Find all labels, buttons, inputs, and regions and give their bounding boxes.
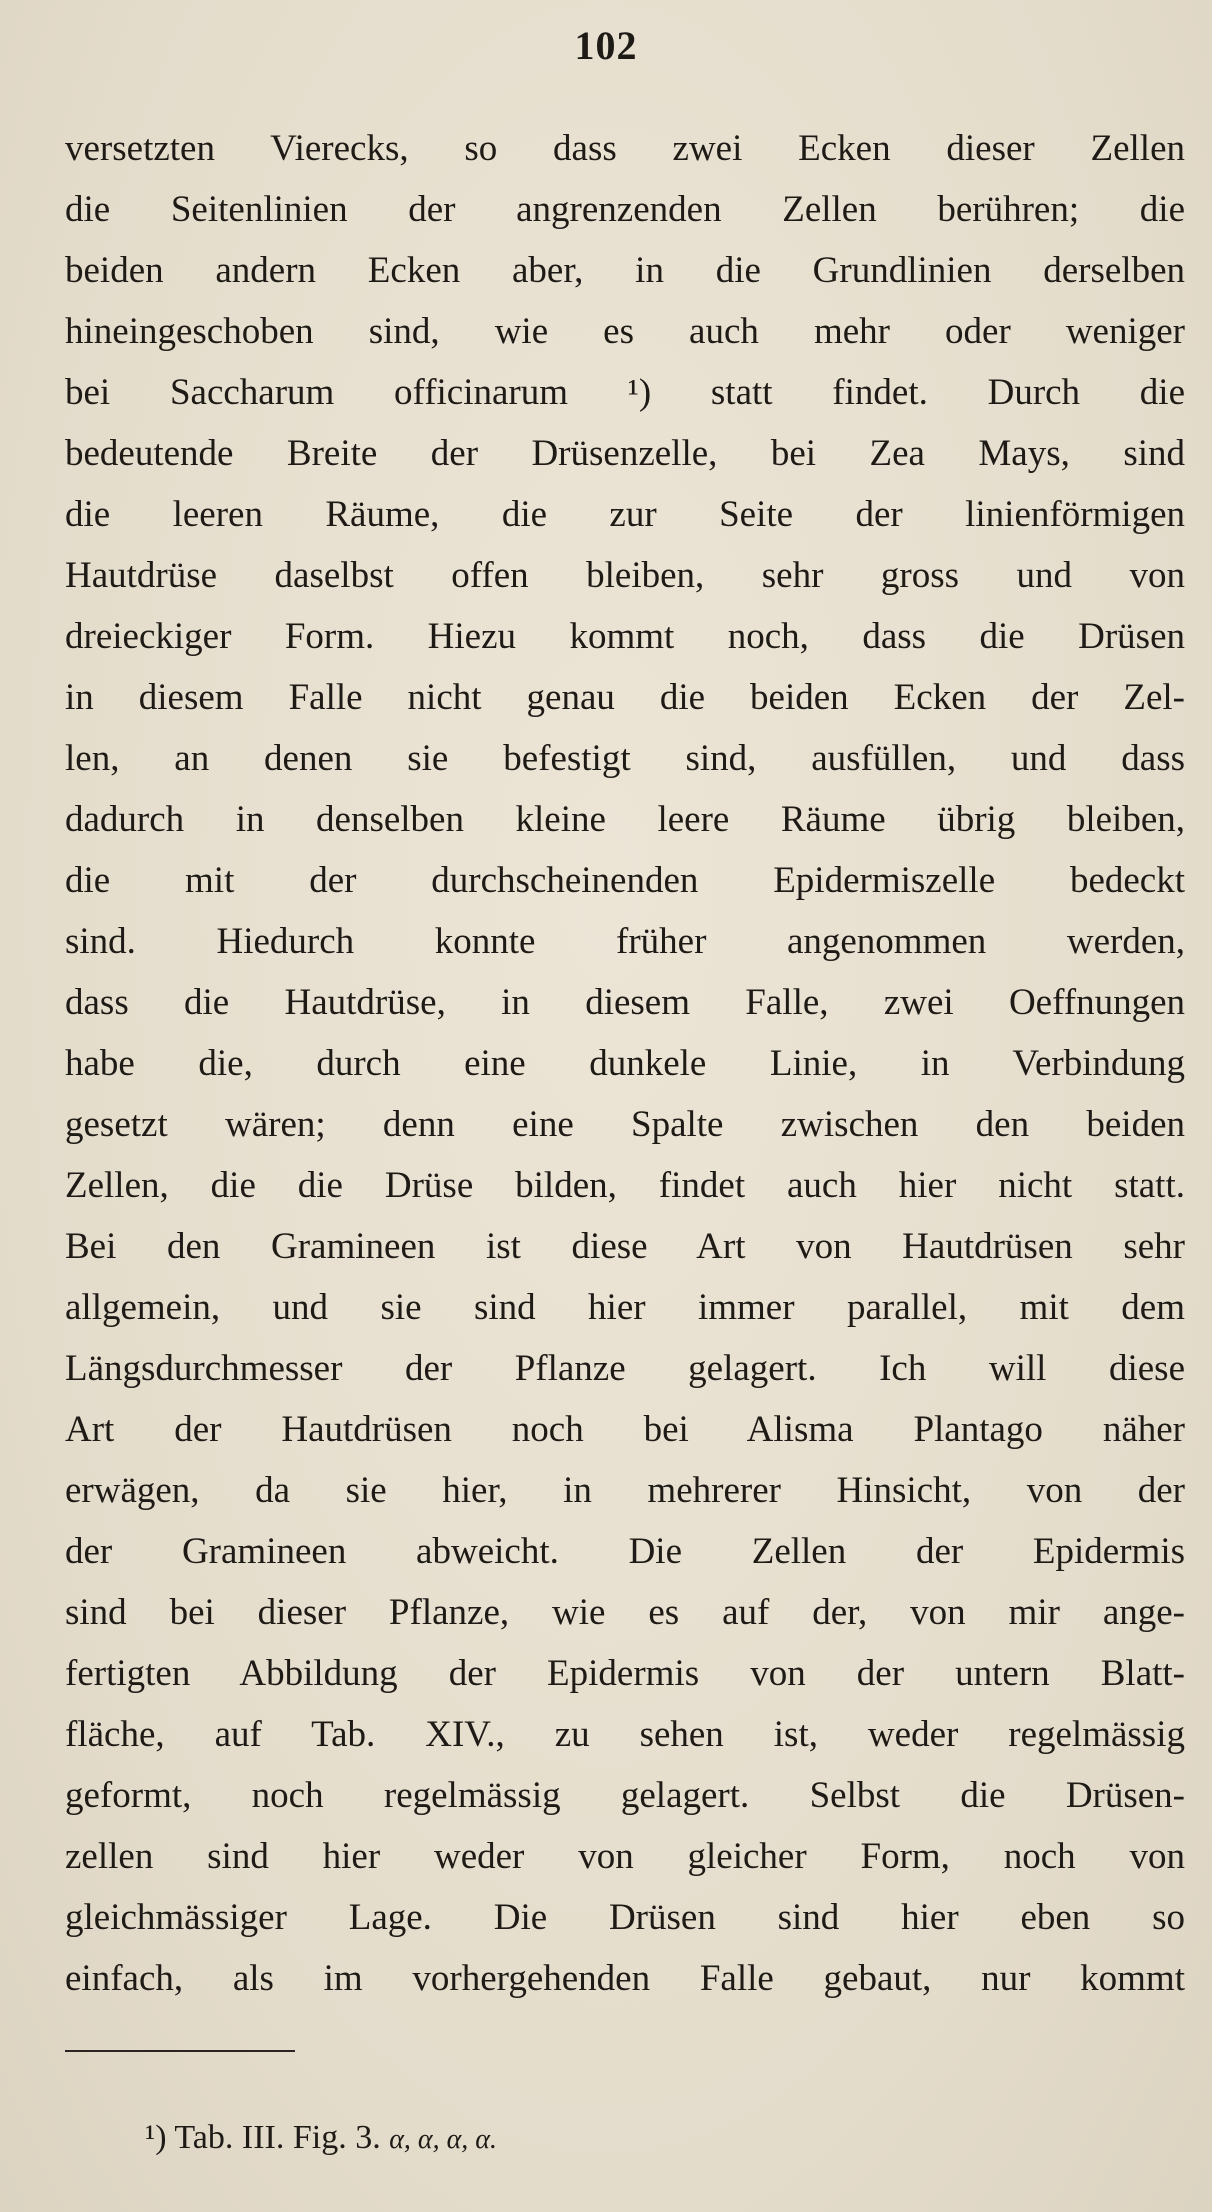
text-line: Hautdrüse daselbst offen bleiben, sehr gross und von bbox=[65, 555, 1185, 596]
text-line: einfach, als im vorhergehenden Falle gebaut, nur kommt bbox=[65, 1958, 1185, 1999]
footnote-divider bbox=[65, 2050, 295, 2052]
text-line: dass die Hautdrüse, in diesem Falle, zwei Oeffnungen bbox=[65, 982, 1185, 1023]
text-line: dreieckiger Form. Hiezu kommt noch, dass die Drüsen bbox=[65, 616, 1185, 657]
text-line: fläche, auf Tab. XIV., zu sehen ist, weder regelmässig bbox=[65, 1714, 1185, 1755]
body-text bbox=[65, 118, 1185, 2009]
text-line: gesetzt wären; denn eine Spalte zwischen den beiden bbox=[65, 1104, 1185, 1145]
text-line: len, an denen sie befestigt sind, ausfüllen, und dass bbox=[65, 738, 1185, 779]
footnote bbox=[145, 2118, 497, 2160]
text-line: zellen sind hier weder von gleicher Form, noch von bbox=[65, 1836, 1185, 1877]
text-line: gleichmässiger Lage. Die Drüsen sind hier eben so bbox=[65, 1897, 1185, 1938]
page-number: 102 bbox=[574, 23, 638, 68]
text-line: Längsdurchmesser der Pflanze gelagert. Ich will diese bbox=[65, 1348, 1185, 1389]
text-line: versetzten Vierecks, so dass zwei Ecken dieser Zellen bbox=[65, 128, 1185, 169]
text-line: Zellen, die die Drüse bilden, findet auch hier nicht statt. bbox=[65, 1165, 1185, 1206]
text-line: erwägen, da sie hier, in mehrerer Hinsicht, von der bbox=[65, 1470, 1185, 1511]
text-line: beiden andern Ecken aber, in die Grundlinien derselben bbox=[65, 250, 1185, 291]
text-line: Bei den Gramineen ist diese Art von Hautdrüsen sehr bbox=[65, 1226, 1185, 1267]
footnote-text: Tab. III. Fig. 3. bbox=[174, 2119, 381, 2156]
text-line: fertigten Abbildung der Epidermis von der untern Blatt- bbox=[65, 1653, 1185, 1694]
text-line: sind bei dieser Pflanze, wie es auf der, von mir ange- bbox=[65, 1592, 1185, 1633]
text-line: bei Saccharum officinarum ¹) statt findet. Durch die bbox=[65, 372, 1185, 413]
text-line: die mit der durchscheinenden Epidermiszelle bedeckt bbox=[65, 860, 1185, 901]
text-line: dadurch in denselben kleine leere Räume übrig bleiben, bbox=[65, 799, 1185, 840]
footnote-letters: α, α, α, α. bbox=[389, 2124, 498, 2155]
text-line: geformt, noch regelmässig gelagert. Selbst die Drüsen- bbox=[65, 1775, 1185, 1816]
text-line: allgemein, und sie sind hier immer parallel, mit dem bbox=[65, 1287, 1185, 1328]
footnote-marker: ¹) bbox=[145, 2119, 167, 2156]
text-line: die leeren Räume, die zur Seite der linienförmigen bbox=[65, 494, 1185, 535]
text-line: habe die, durch eine dunkele Linie, in Verbindung bbox=[65, 1043, 1185, 1084]
text-line: sind. Hiedurch konnte früher angenommen werden, bbox=[65, 921, 1185, 962]
text-line: die Seitenlinien der angrenzenden Zellen berühren; die bbox=[65, 189, 1185, 230]
text-line: hineingeschoben sind, wie es auch mehr oder weniger bbox=[65, 311, 1185, 352]
text-line: der Gramineen abweicht. Die Zellen der Epidermis bbox=[65, 1531, 1185, 1572]
text-line: in diesem Falle nicht genau die beiden Ecken der Zel- bbox=[65, 677, 1185, 718]
text-line: bedeutende Breite der Drüsenzelle, bei Zea Mays, sind bbox=[65, 433, 1185, 474]
text-line: Art der Hautdrüsen noch bei Alisma Plantago näher bbox=[65, 1409, 1185, 1450]
